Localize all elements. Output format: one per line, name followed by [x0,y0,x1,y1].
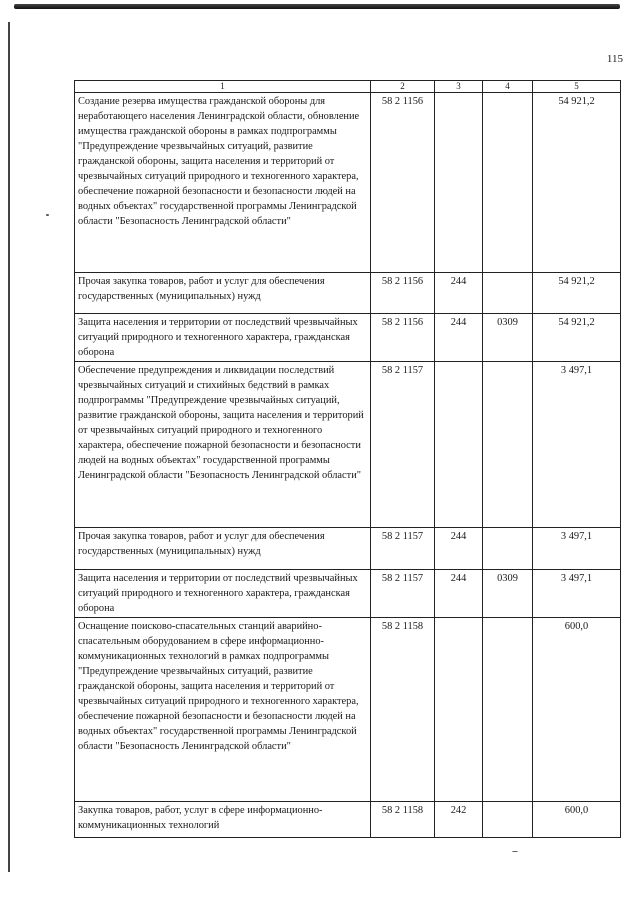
row-name: Закупка товаров, работ, услуг в сфере информационно-коммуникационных технологий [75,802,371,838]
row-section [483,362,533,528]
row-expense-type: 242 [435,802,483,838]
row-target-code: 58 2 1157 [371,362,435,528]
row-target-code: 58 2 1158 [371,618,435,802]
row-amount: 600,0 [533,618,621,802]
row-expense-type [435,362,483,528]
row-name: Защита населения и территории от последствий чрезвычайных ситуаций природного и техногенного характера, гражданская оборона [75,570,371,618]
header-col-3: 3 [435,81,483,93]
row-amount: 54 921,2 [533,273,621,314]
scan-speck [512,851,518,852]
scan-top-edge [14,4,620,9]
row-amount: 3 497,1 [533,570,621,618]
header-col-1: 1 [75,81,371,93]
table-row [75,93,621,273]
row-name: Прочая закупка товаров, работ и услуг для обеспечения государственных (муниципальных) нужд [75,273,371,314]
row-section: 0309 [483,570,533,618]
row-amount: 3 497,1 [533,362,621,528]
row-amount: 600,0 [533,802,621,838]
row-section: 0309 [483,314,533,362]
row-section [483,802,533,838]
row-name: Прочая закупка товаров, работ и услуг для обеспечения государственных (муниципальных) нужд [75,528,371,570]
row-section [483,93,533,273]
row-target-code: 58 2 1157 [371,570,435,618]
row-section [483,618,533,802]
row-expense-type: 244 [435,570,483,618]
row-amount: 3 497,1 [533,528,621,570]
header-col-5: 5 [533,81,621,93]
row-target-code: 58 2 1157 [371,528,435,570]
table-row [75,570,621,618]
header-col-4: 4 [483,81,533,93]
table-row [75,314,621,362]
table-header-row [75,81,621,93]
row-name: Обеспечение предупреждения и ликвидации последствий чрезвычайных ситуаций и стихийных бедствий в рамках подпрограммы "Предупреждение чрезвычайных ситуаций, развитие гражданской обороны, защита населения и территорий от чрезвычайных ситуаций природного и техногенного характера, обеспечение пожарной безопасности и безопасности людей на водных объектах" государственной программы Ленинградской области "Безопасность Ленинградской области" [75,362,371,528]
row-section [483,273,533,314]
row-expense-type: 244 [435,528,483,570]
page-number: 115 [606,53,623,65]
row-target-code: 58 2 1156 [371,93,435,273]
table-row [75,362,621,528]
row-amount: 54 921,2 [533,93,621,273]
row-amount: 54 921,2 [533,314,621,362]
budget-table [74,80,621,838]
row-expense-type [435,93,483,273]
row-expense-type: 244 [435,273,483,314]
row-name: Оснащение поисково-спасательных станций аварийно-спасательным оборудованием в сфере информационно-коммуникационных технологий в рамках подпрограммы "Предупреждение чрезвычайных ситуаций, развитие гражданской обороны, защита населения и территорий от чрезвычайных ситуаций природного и техногенного характера, обеспечение пожарной безопасности и безопасности людей на водных объектах" государственной программы Ленинградской области "Безопасность Ленинградской области" [75,618,371,802]
row-name: Создание резерва имущества гражданской обороны для неработающего населения Ленинградской области, обновление имущества гражданской обороны в рамках подпрограммы "Предупреждение чрезвычайных ситуаций, развитие гражданской обороны, защита населения и территорий от чрезвычайных ситуаций природного и техногенного характера, обеспечение пожарной безопасности и безопасности людей на водных объектах" государственной программы Ленинградской области "Безопасность Ленинградской области" [75,93,371,273]
row-target-code: 58 2 1158 [371,802,435,838]
table-row [75,618,621,802]
row-expense-type [435,618,483,802]
header-col-2: 2 [371,81,435,93]
table-row [75,528,621,570]
row-section [483,528,533,570]
row-name: Защита населения и территории от последствий чрезвычайных ситуаций природного и техногенного характера, гражданская оборона [75,314,371,362]
row-target-code: 58 2 1156 [371,314,435,362]
scan-left-edge [8,22,10,872]
table-row [75,802,621,838]
row-target-code: 58 2 1156 [371,273,435,314]
row-expense-type: 244 [435,314,483,362]
scan-speck [46,214,49,216]
table-row [75,273,621,314]
